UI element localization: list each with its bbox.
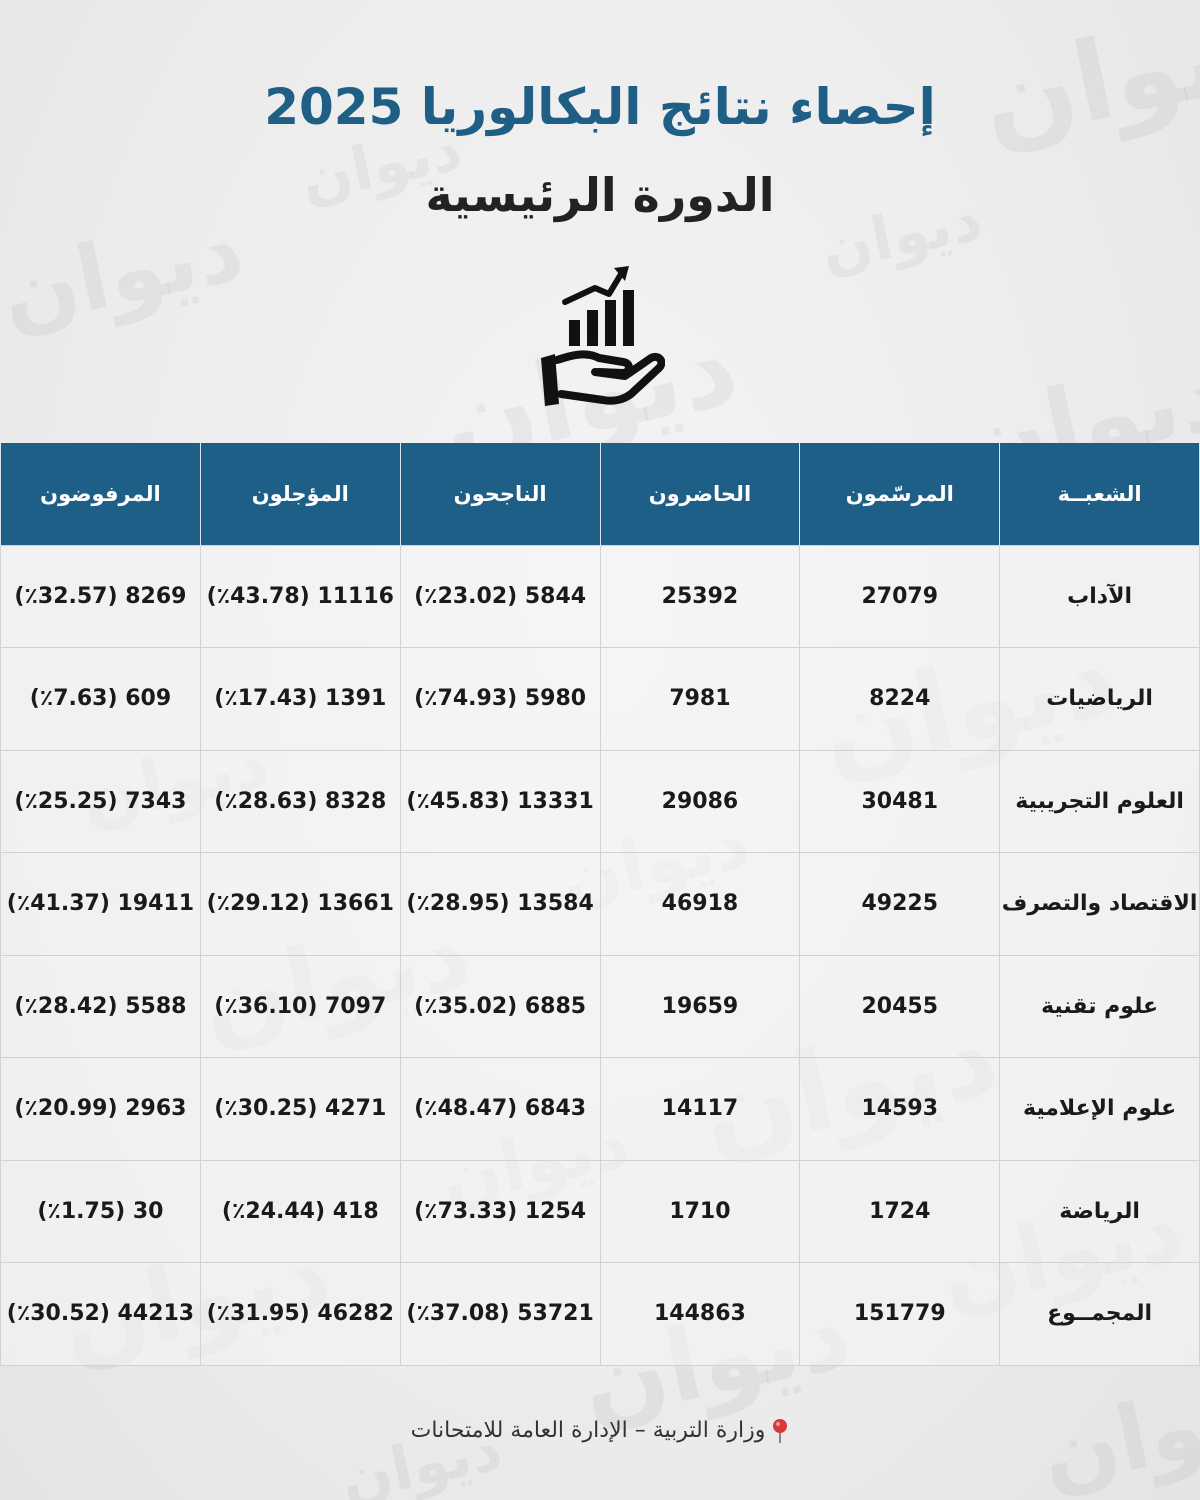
table-total-row [1, 1263, 1200, 1366]
col-header-rejected: المرفوضون [1, 443, 201, 545]
present-cell: 25392 [600, 545, 800, 648]
passed-cell: 6843 (٪48.47) [400, 1058, 600, 1161]
passed-cell: 13331 (٪45.83) [400, 750, 600, 853]
branch-cell: العلوم التجريبية [1000, 750, 1200, 853]
table-row [1, 545, 1200, 648]
pin-icon [771, 1418, 789, 1444]
table-header-row [1, 443, 1200, 545]
rejected-cell: 2963 (٪20.99) [1, 1058, 201, 1161]
deferred-cell: 13661 (٪29.12) [200, 853, 400, 956]
col-header-branch: الشعبــة [1000, 443, 1200, 545]
table-row [1, 955, 1200, 1058]
registered-cell: 1724 [800, 1160, 1000, 1263]
registered-cell: 27079 [800, 545, 1000, 648]
branch-cell: الآداب [1000, 545, 1200, 648]
table-row [1, 1160, 1200, 1263]
results-table [0, 443, 1200, 1366]
rejected-cell: 5588 (٪28.42) [1, 955, 201, 1058]
page-title: إحصاء نتائج البكالوريا 2025 [264, 78, 936, 136]
passed-cell: 6885 (٪35.02) [400, 955, 600, 1058]
col-header-registered: المرسّمون [800, 443, 1000, 545]
present-cell: 1710 [600, 1160, 800, 1263]
branch-cell: الرياضة [1000, 1160, 1200, 1263]
table-row [1, 648, 1200, 751]
deferred-cell: 46282 (٪31.95) [200, 1263, 400, 1366]
present-cell: 46918 [600, 853, 800, 956]
hand-growth-chart-icon [535, 262, 665, 412]
deferred-cell: 4271 (٪30.25) [200, 1058, 400, 1161]
registered-cell: 151779 [800, 1263, 1000, 1366]
present-cell: 144863 [600, 1263, 800, 1366]
table-row [1, 1058, 1200, 1161]
deferred-cell: 1391 (٪17.43) [200, 648, 400, 751]
table-row [1, 750, 1200, 853]
footer-text: وزارة التربية – الإدارة العامة للامتحانات [410, 1418, 766, 1443]
deferred-cell: 418 (٪24.44) [200, 1160, 400, 1263]
registered-cell: 49225 [800, 853, 1000, 956]
branch-cell: الرياضيات [1000, 648, 1200, 751]
rejected-cell: 19411 (٪41.37) [1, 853, 201, 956]
rejected-cell: 44213 (٪30.52) [1, 1263, 201, 1366]
branch-cell: المجمــوع [1000, 1263, 1200, 1366]
present-cell: 19659 [600, 955, 800, 1058]
registered-cell: 14593 [800, 1058, 1000, 1161]
rejected-cell: 7343 (٪25.25) [1, 750, 201, 853]
col-header-present: الحاضرون [600, 443, 800, 545]
deferred-cell: 11116 (٪43.78) [200, 545, 400, 648]
deferred-cell: 8328 (٪28.63) [200, 750, 400, 853]
passed-cell: 13584 (٪28.95) [400, 853, 600, 956]
branch-cell: الاقتصاد والتصرف [1000, 853, 1200, 956]
deferred-cell: 7097 (٪36.10) [200, 955, 400, 1058]
present-cell: 7981 [600, 648, 800, 751]
rejected-cell: 8269 (٪32.57) [1, 545, 201, 648]
branch-cell: علوم تقنية [1000, 955, 1200, 1058]
rejected-cell: 609 (٪7.63) [1, 648, 201, 751]
rejected-cell: 30 (٪1.75) [1, 1160, 201, 1263]
footer-source [0, 1418, 1200, 1444]
present-cell: 29086 [600, 750, 800, 853]
registered-cell: 30481 [800, 750, 1000, 853]
present-cell: 14117 [600, 1058, 800, 1161]
passed-cell: 5980 (٪74.93) [400, 648, 600, 751]
table-row [1, 853, 1200, 956]
registered-cell: 20455 [800, 955, 1000, 1058]
registered-cell: 8224 [800, 648, 1000, 751]
page-subtitle: الدورة الرئيسية [425, 168, 775, 222]
col-header-passed: الناجحون [400, 443, 600, 545]
col-header-deferred: المؤجلون [200, 443, 400, 545]
branch-cell: علوم الإعلامية [1000, 1058, 1200, 1161]
passed-cell: 5844 (٪23.02) [400, 545, 600, 648]
passed-cell: 53721 (٪37.08) [400, 1263, 600, 1366]
passed-cell: 1254 (٪73.33) [400, 1160, 600, 1263]
